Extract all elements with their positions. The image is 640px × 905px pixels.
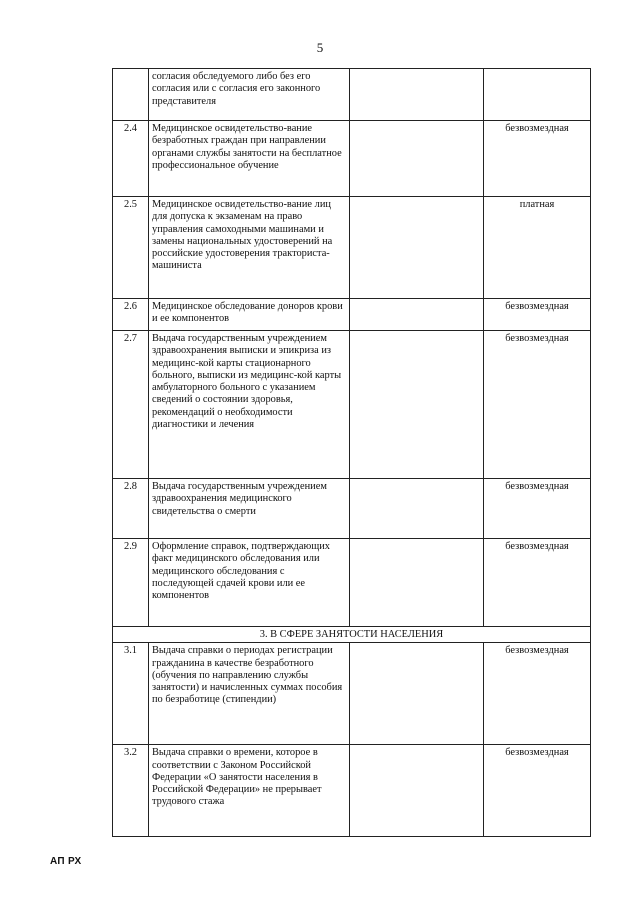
service-name: Выдача справки о времени, которое в соответствии с Законом Российской Федерации «О занятости населения в Российской Федерации» не прерывает трудового стажа	[149, 745, 350, 837]
table-row	[113, 69, 591, 121]
empty-cell	[350, 643, 484, 745]
footer-mark: АП РХ	[50, 856, 82, 867]
empty-cell	[350, 299, 484, 331]
fee-type: безвозмездная	[484, 331, 591, 479]
row-number: 2.7	[113, 331, 149, 479]
table-row	[113, 539, 591, 627]
fee-type: платная	[484, 197, 591, 299]
service-name: Оформление справок, подтверждающих факт медицинского обследования или медицинского обследования с последующей сдачей крови или ее компонентов	[149, 539, 350, 627]
service-name: Медицинское освидетельство-вание безработных граждан при направлении органами службы занятости на бесплатное профессиональное обучение	[149, 121, 350, 197]
service-name: согласия обследуемого либо без его согласия или с согласия его законного представителя	[149, 69, 350, 121]
empty-cell	[350, 745, 484, 837]
service-name: Медицинское освидетельство-вание лиц для допуска к экзаменам на право управления самоходными машинами и замены национальных удостоверений на российские удостоверения тракториста-машиниста	[149, 197, 350, 299]
service-name: Выдача государственным учреждением здравоохранения выписки и эпикриза из медицинс-кой карты стационарного больного, выписки из медицинс-кой карты амбулаторного больного с указанием сведений о состоянии здоровья, рекомендаций о необходимости диагностики и лечения	[149, 331, 350, 479]
empty-cell	[350, 479, 484, 539]
row-number: 2.9	[113, 539, 149, 627]
table-row	[113, 121, 591, 197]
empty-cell	[350, 331, 484, 479]
table-row	[113, 745, 591, 837]
section-heading-row	[113, 627, 591, 643]
empty-cell	[350, 539, 484, 627]
page-number: 5	[316, 40, 324, 55]
fee-type: безвозмездная	[484, 643, 591, 745]
fee-type: безвозмездная	[484, 479, 591, 539]
section-heading: 3. В СФЕРЕ ЗАНЯТОСТИ НАСЕЛЕНИЯ	[113, 627, 591, 643]
row-number: 3.2	[113, 745, 149, 837]
table-row	[113, 299, 591, 331]
row-number: 2.5	[113, 197, 149, 299]
service-name: Выдача государственным учреждением здравоохранения медицинского свидетельства о смерти	[149, 479, 350, 539]
service-name: Медицинское обследование доноров крови и ее компонентов	[149, 299, 350, 331]
table-row	[113, 197, 591, 299]
empty-cell	[350, 121, 484, 197]
row-number: 2.8	[113, 479, 149, 539]
services-table	[112, 68, 591, 837]
row-number	[113, 69, 149, 121]
row-number: 2.6	[113, 299, 149, 331]
fee-type	[484, 69, 591, 121]
fee-type: безвозмездная	[484, 745, 591, 837]
fee-type: безвозмездная	[484, 121, 591, 197]
table-row	[113, 479, 591, 539]
fee-type: безвозмездная	[484, 539, 591, 627]
fee-type: безвозмездная	[484, 299, 591, 331]
service-name: Выдача справки о периодах регистрации гражданина в качестве безработного (обучения по направлению службы занятости) и начисленных суммах пособия по безработице (стипендии)	[149, 643, 350, 745]
table-row	[113, 643, 591, 745]
empty-cell	[350, 197, 484, 299]
row-number: 2.4	[113, 121, 149, 197]
empty-cell	[350, 69, 484, 121]
row-number: 3.1	[113, 643, 149, 745]
table-row	[113, 331, 591, 479]
